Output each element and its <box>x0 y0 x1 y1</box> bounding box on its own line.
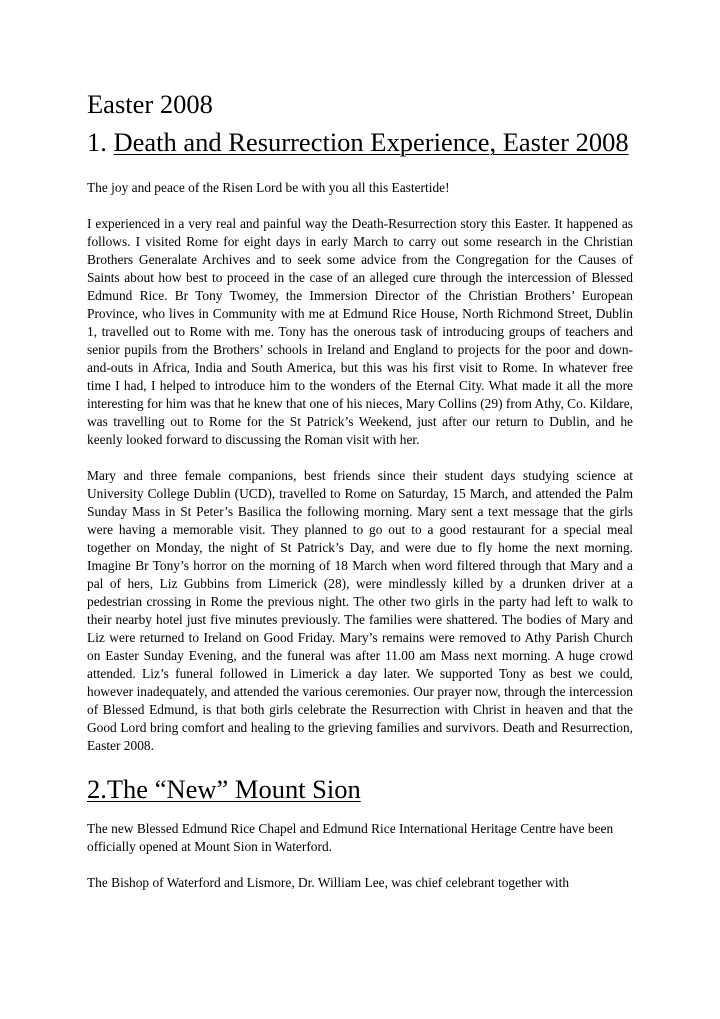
body-paragraph: Mary and three female companions, best friends since their student days studying science at University College Dublin (UCD), travelled to Rome on Saturday, 15 March, and attended the Palm Sunday Mass in St Peter’s Basilica the following morning. Mary sent a text message that the girls were having a memorable visit. They planned to go out to a good restaurant for a special meal together on Monday, the night of St Patrick’s Day, and were due to fly home the next morning. Imagine Br Tony’s horror on the morning of 18 March when word filtered through that Mary and a pal of hers, Liz Gubbins from Limerick (28), were mindlessly killed by a drunken driver at a pedestrian crossing in Rome the previous night. The other two girls in the party had left to walk to their nearby hotel just five minutes previously. The families were shattered. The bodies of Mary and Liz were returned to Ireland on Good Friday. Mary’s remains were removed to Athy Parish Church on Easter Sunday Evening, and the funeral was after 11.00 am Mass next morning. A huge crowd attended. Liz’s funeral followed in Limerick a day later. We supported Tony as best we could, however inadequately, and attended the various ceremonies. Our prayer now, through the intercession of Blessed Edmund, is that both girls celebrate the Resurrection with Christ in heaven and that the Good Lord bring comfort and healing to the grieving families and survivors. Death and Resurrection, Easter 2008. <box>87 468 633 753</box>
section-1-number: 1. <box>87 127 114 157</box>
section-2-heading <box>87 773 633 806</box>
page-title: Easter 2008 <box>87 89 213 119</box>
document-body <box>87 88 633 910</box>
greeting-paragraph: The joy and peace of the Risen Lord be with you all this Eastertide! <box>87 180 450 195</box>
section-1-title: Death and Resurrection Experience, Easter 2008 <box>113 127 629 157</box>
section-1-heading <box>87 126 633 159</box>
body-paragraph: I experienced in a very real and painful way the Death-Resurrection story this Easter. It happened as follows. I visited Rome for eight days in early March to carry out some research in the Christian Brothers Generalate Archives and to seek some advice from the Congregation for the Causes of Saints about how best to proceed in the case of an alleged cure through the intercession of Blessed Edmund Rice. Br Tony Twomey, the Immersion Director of the Christian Brothers’ European Province, who lives in Community with me at Edmund Rice House, North Richmond Street, Dublin 1, travelled out to Rome with me. Tony has the onerous task of introducing groups of teachers and senior pupils from the Brothers’ schools in Ireland and England to projects for the poor and down-and-outs in Africa, India and South America, but this was his first visit to Rome. In whatever free time I had, I helped to introduce him to the wonders of the Eternal City. What made it all the more interesting for him was that he knew that one of his nieces, Mary Collins (29) from Athy, Co. Kildare, was travelling out to Rome for the St Patrick’s Weekend, just after our return to Dublin, and he keenly looked forward to discussing the Roman visit with her. <box>87 216 633 447</box>
body-paragraph: The Bishop of Waterford and Lismore, Dr. William Lee, was chief celebrant together with <box>87 875 570 890</box>
section-2-title: 2.The “New” Mount Sion <box>87 774 361 804</box>
body-paragraph: The new Blessed Edmund Rice Chapel and Edmund Rice International Heritage Centre have been officially opened at Mount Sion in Waterford. <box>87 821 614 854</box>
